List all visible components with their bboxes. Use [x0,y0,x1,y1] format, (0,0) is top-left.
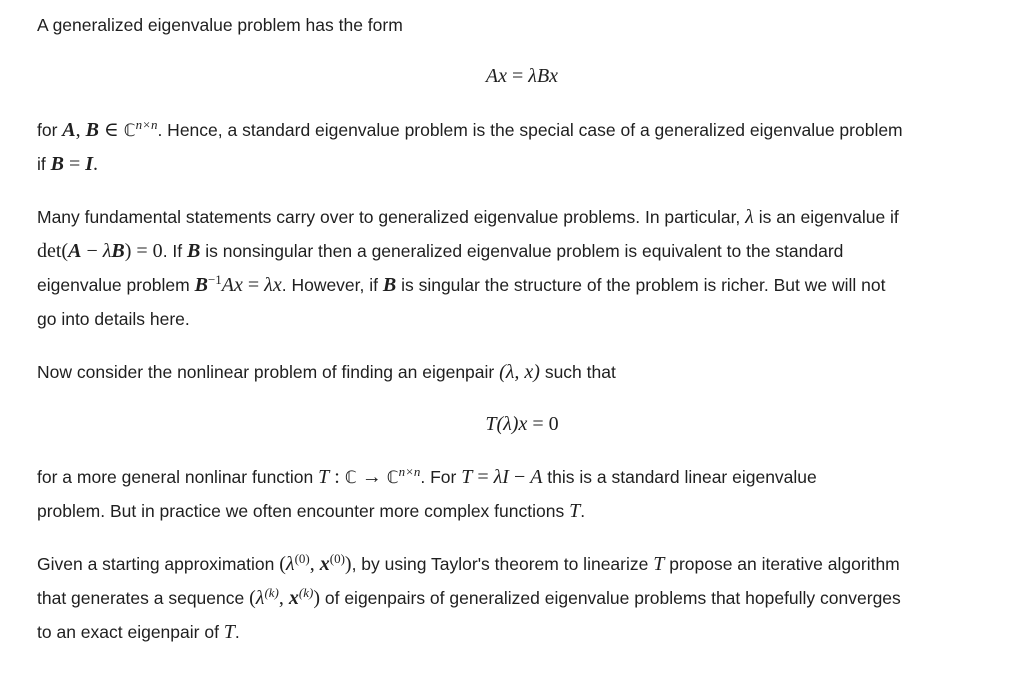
p5-line2 [37,499,585,523]
p5-minus: − [508,466,531,488]
equation-generalized [37,62,1007,90]
p6-closek: ) [313,587,320,609]
p5-eq: = [472,466,494,488]
equation-nonlinear [37,410,1007,438]
p6-sk: (k) [264,585,279,601]
p2-sup: n×n [135,117,158,133]
p3-c2: . However, if [281,275,383,295]
p5-a1: for a more general nonlinar function [37,467,319,487]
p3-det: det( [37,240,69,262]
p6-T: T [653,553,665,575]
p5-C2: ℂ [386,468,399,488]
p4-pair: (λ, x) [499,361,540,383]
intro-text: A generalized eigenvalue problem has the form [37,15,403,35]
p2-if: if [37,154,51,174]
p5-sup: n×n [398,464,421,480]
p6-b2: of eigenpairs of generalized eigenvalue problems that hopefully converges [320,588,901,608]
p6-s0b: (0) [329,551,345,567]
p3-eq: = [242,274,265,296]
p5-arrow: → [356,466,387,488]
p5-b1: problem. But in practice we often encounter more complex functions [37,501,570,521]
p3-b2: is nonsingular then a generalized eigenvalue problem is equivalent to the standard [200,241,844,261]
p2-line2 [37,152,98,176]
p2-eq: = [63,153,86,175]
p6-a1: Given a starting approximation [37,554,280,574]
p5-T3: T [569,500,581,522]
p3-close: ) = 0 [124,240,163,262]
p2-comma: , [75,119,86,141]
p3-line1 [37,205,899,229]
eq2-T: T [485,413,497,435]
p5-b2: . [580,501,586,521]
eq1-rel: = [507,65,529,87]
p6-T2: T [223,621,235,643]
p3-a2: is an eigenvalue if [753,207,899,227]
p6-line2 [37,586,901,610]
p3-lambda: λ [745,206,754,228]
p5-A: A [530,466,543,488]
p3-Ax: Ax [221,274,243,296]
p6-x0: x [319,553,330,575]
p3-a1: Many fundamental statements carry over to generalized eigenvalue problems. In particular, [37,207,746,227]
p6-skb: (k) [298,585,314,601]
p4-a1: Now consider the nonlinear problem of finding an eigenpair [37,362,500,382]
p6-ck: , [278,587,289,609]
eq2-rel: = 0 [527,413,559,435]
p3-line2 [37,239,843,263]
p6-lk: λ [255,587,265,609]
p6-b1: that generates a sequence [37,588,250,608]
p3-d1: go into details here. [37,309,190,329]
p3-line4 [37,307,190,331]
p5-T2: T [461,466,473,488]
p3-B4: B [382,274,397,296]
p3-inv: −1 [207,272,222,288]
p6-c0: , [309,553,320,575]
p3-line3 [37,273,885,297]
p5-a3: this is a standard linear eigenvalue [542,467,817,487]
eq1-lambda: λ [528,65,537,87]
p2-end: . [93,153,99,175]
p6-line3 [37,620,240,644]
p2-for: for [37,120,63,140]
p3-minus: − [81,240,103,262]
p2-line1 [37,118,903,143]
p2-rest: . Hence, a standard eigenvalue problem is the special case of a generalized eigenvalue problem [157,120,903,140]
p4-line1 [37,360,616,384]
p3-B: B [111,240,125,262]
p6-c1: to an exact eigenpair of [37,622,224,642]
p2-I: I [85,153,94,175]
p5-T: T [318,466,330,488]
p6-l0: λ [285,553,295,575]
p2-B: B [85,119,99,141]
eq2-arg: (λ) [496,413,519,435]
p6-s0: (0) [294,551,310,567]
p2-in: ∈ [98,119,124,141]
eq2-x: x [518,413,528,435]
p6-a3: propose an iterative algorithm [664,554,900,574]
p6-a2: , by using Taylor's theorem to linearize [351,554,654,574]
p3-c1: eigenvalue problem [37,275,195,295]
p6-close0: ) [344,553,352,575]
p2-B2: B [50,153,64,175]
p5-C1: ℂ [344,468,357,488]
p5-a2: . For [420,467,462,487]
p3-lambda2: λ [102,240,112,262]
p3-A: A [68,240,82,262]
p2-C: ℂ [123,121,136,141]
p2-A: A [62,119,76,141]
p3-B3: B [194,274,208,296]
p5-colon: : [329,466,345,488]
eq1-rhs: Bx [536,65,559,87]
p4-a2: such that [539,362,616,382]
p3-b1: . If [162,241,187,261]
p3-c3: is singular the structure of the problem is richer. But we will not [396,275,886,295]
p6-line1 [37,552,900,576]
p6-open: ( [279,553,286,575]
p3-lx: λx [264,274,282,296]
p6-c2: . [234,622,240,642]
p6-xk: x [288,587,299,609]
p6-open2: ( [249,587,256,609]
intro-line [37,13,403,37]
p5-lI: λI [493,466,509,488]
eq1-lhs: Ax [485,65,508,87]
p3-B2: B [187,240,201,262]
p5-line1 [37,465,817,490]
